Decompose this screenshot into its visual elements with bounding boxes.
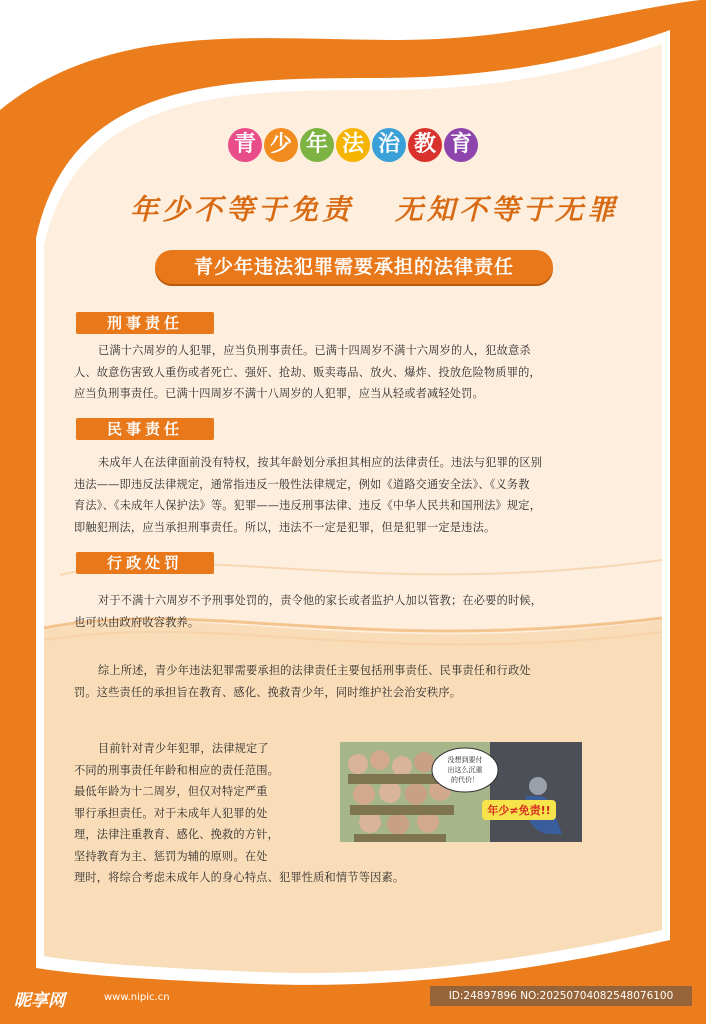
bottom-line: 坚持教育为主、惩罚为辅的原则。在处 [74, 849, 268, 863]
bottom-paragraph [74, 738, 336, 867]
bubble-line: 的代价！ [451, 776, 479, 784]
admin-line: 也可以由政府收容教养。 [74, 615, 200, 629]
comic-caption: 年少≠免责!! [487, 804, 551, 817]
bubble-line: 出这么沉重 [447, 766, 483, 774]
summary-line: 综上所述，青少年违法犯罪需要承担的法律责任主要包括刑事责任、民事责任和行政处 [98, 664, 531, 677]
slogan-right: 无知不等于无罪 [395, 193, 620, 226]
section-heading-criminal: 刑事责任 [76, 312, 214, 334]
main-title [0, 128, 706, 162]
title-char-circle: 年 [300, 128, 334, 162]
civil-line: 未成年人在法律面前没有特权，按其年龄划分承担其相应的法律责任。违法与犯罪的区别 [98, 456, 543, 469]
civil-paragraph [74, 452, 634, 538]
criminal-line: 应当负刑事责任。已满十四周岁不满十八周岁的人犯罪，应当从轻或者减轻处罚。 [74, 387, 484, 400]
section-heading-admin: 行政处罚 [76, 552, 214, 574]
bottom-line: 理，法律注重教育、感化、挽救的方针， [74, 828, 279, 841]
bottom-line: 目前针对青少年犯罪，法律规定了 [98, 742, 269, 755]
bottom-line: 最低年龄为十二周岁，但仅对特定严重 [74, 785, 268, 798]
title-char-circle: 少 [264, 128, 298, 162]
title-char-circle: 教 [408, 128, 442, 162]
image-id-bar: ID:24897896 NO:20250704082548076100 [430, 986, 692, 1006]
title-char-circle: 法 [336, 128, 370, 162]
admin-line: 对于不满十六周岁不予刑事处罚的，责令他的家长或者监护人加以管教；在必要的时候， [98, 594, 543, 607]
criminal-paragraph [74, 340, 634, 405]
criminal-line: 人、故意伤害致人重伤或者死亡、强奸、抢劫、贩卖毒品、放火、爆炸、投放危险物质罪的， [74, 365, 541, 379]
title-char-circle: 育 [444, 128, 478, 162]
title-char-circle: 青 [228, 128, 262, 162]
watermark-logo: 昵享网 [14, 991, 65, 1011]
topic-banner: 青少年违法犯罪需要承担的法律责任 [155, 250, 553, 284]
civil-line: 违法——即违反法律规定，通常指违反一般性法律规定，例如《道路交通安全法》、《义务教 [74, 477, 530, 491]
criminal-line: 已满十六周岁的人犯罪，应当负刑事责任。已满十四周岁不满十六周岁的人，犯故意杀 [98, 344, 531, 357]
comic-drawing [340, 742, 582, 842]
summary-paragraph [74, 660, 634, 703]
bubble-line: 没想到要付 [447, 756, 483, 764]
admin-paragraph [74, 590, 634, 633]
bottom-line: 不同的刑事责任年龄和相应的责任范围。 [74, 763, 279, 777]
civil-line: 即触犯刑法，应当承担刑事责任。所以，违法不一定是犯罪，但是犯罪一定是违法。 [74, 520, 496, 534]
bottom-last-line: 理时，将综合考虑未成年人的身心特点、犯罪性质和情节等因素。 [74, 871, 405, 884]
watermark-site: www.nipic.cn [104, 992, 170, 1003]
slogan-left: 年少不等于免责 [130, 193, 355, 226]
civil-line: 育法》、《未成年人保护法》等。犯罪——违反刑事法律、违反《中华人民共和国刑法》规定， [74, 499, 542, 512]
section-heading-civil: 民事责任 [76, 418, 214, 440]
summary-line: 罚。这些责任的承担旨在教育、感化、挽救青少年，同时维护社会治安秩序。 [74, 685, 462, 699]
title-char-circle: 治 [372, 128, 406, 162]
comic-illustration [340, 742, 582, 842]
bottom-line: 罪行承担责任。对于未成年人犯罪的处 [74, 806, 268, 820]
